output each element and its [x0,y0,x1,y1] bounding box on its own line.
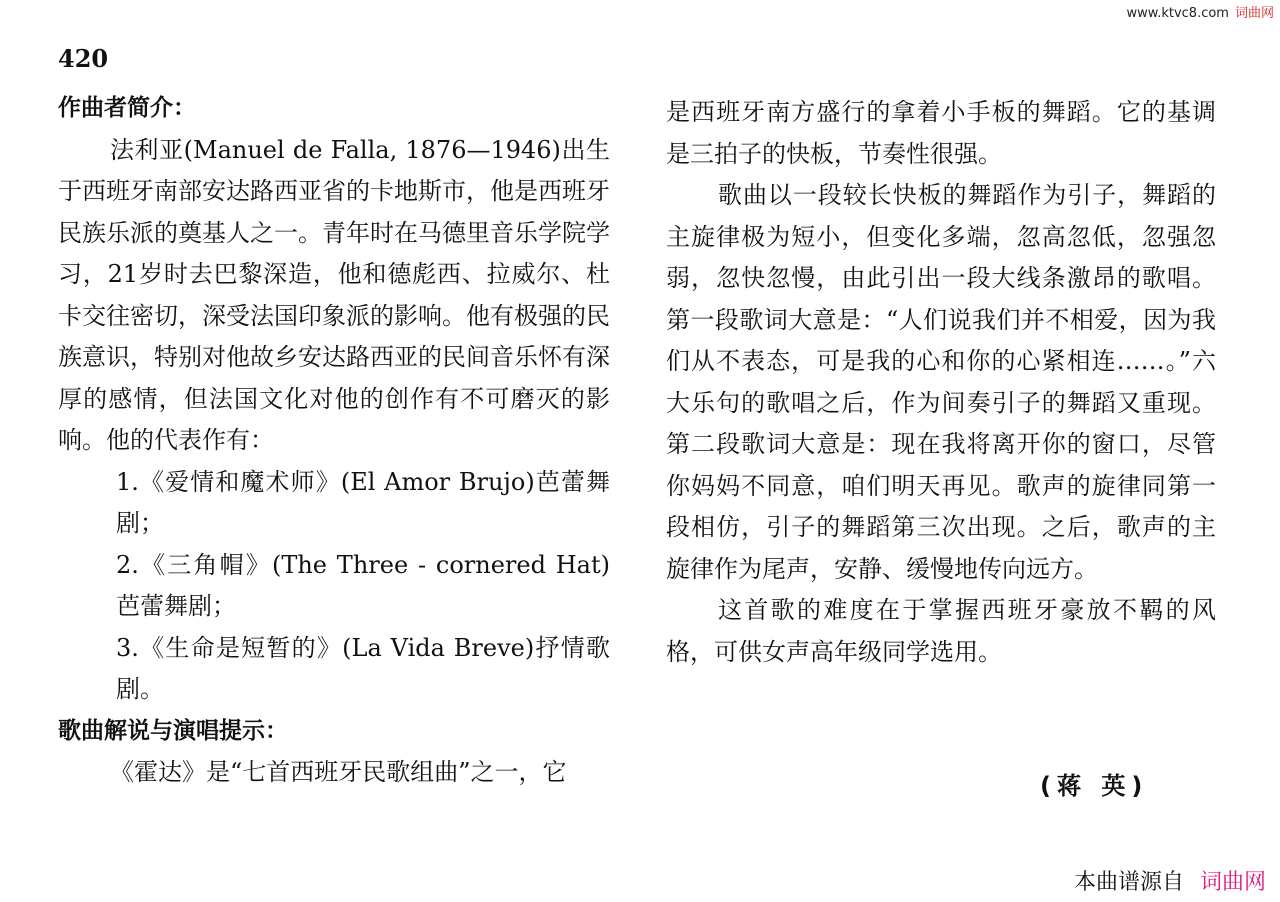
work-item: 1.《爱情和魔术师》(El Amor Brujo)芭蕾舞剧； [116,467,610,537]
footer-credit [1074,865,1266,896]
work-item: 3.《生命是短暂的》(La Vida Breve)抒情歌剧。 [116,633,610,703]
watermark [1127,2,1275,21]
footer-source: 本曲谱源自 [1073,870,1184,895]
page-number: 420 [58,44,109,73]
composer-bio: 法利亚(Manuel de Falla, 1876—1946)出生于西班牙南部安达路西亚省的卡地斯市，他是西班牙民族乐派的奠基人之一。青年时在马德里音乐学院学习，21岁时去巴黎深造，他和德彪西、拉威尔、杜卡交往密切，深受法国印象派的影响。他有极强的民族意识，特别对他故乡安达路西亚的民间音乐怀有深厚的感情，但法国文化对他的创作有不可磨灭的影响。他的代表作有： [58,135,610,454]
song-notes-continued: 是西班牙南方盛行的拿着小手板的舞蹈。它的基调是三拍子的快板，节奏性很强。 [666,98,1216,168]
song-structure-paragraph: 歌曲以一段较长快板的舞蹈作为引子，舞蹈的主旋律极为短小，但变化多端，忽高忽低，忽强忽弱，忽快忽慢，由此引出一段大线条激昂的歌唱。第一段歌词大意是：“人们说我们并不相爱，因为我们从不表态，可是我的心和你的心紧相连……。”六大乐句的歌唱之后，作为间奏引子的舞蹈又重现。第二段歌词大意是：现在我将离开你的窗口，尽管你妈妈不同意，咱们明天再见。歌声的旋律同第一段相仿，引子的舞蹈第三次出现。之后，歌声的主旋律作为尾声，安静、缓慢地传向远方。 [666,181,1216,583]
watermark-site: www.ktvc8.com [1126,6,1229,21]
author-signature: (蒋 英) [1040,772,1149,800]
watermark-brand: 词曲网 [1234,6,1274,21]
composer-heading: 作曲者简介： [58,95,196,121]
song-notes-heading: 歌曲解说与演唱提示： [58,717,288,744]
difficulty-paragraph: 这首歌的难度在于掌握西班牙豪放不羁的风格，可供女声高年级同学选用。 [666,596,1216,666]
song-intro: 《霍达》是“七首西班牙民歌组曲”之一，它 [110,758,567,786]
right-column [666,92,1216,673]
work-item: 2.《三角帽》(The Three - cornered Hat)芭蕾舞剧； [116,550,610,620]
left-column [58,88,610,794]
footer-brand-link[interactable]: 词曲网 [1199,870,1266,895]
